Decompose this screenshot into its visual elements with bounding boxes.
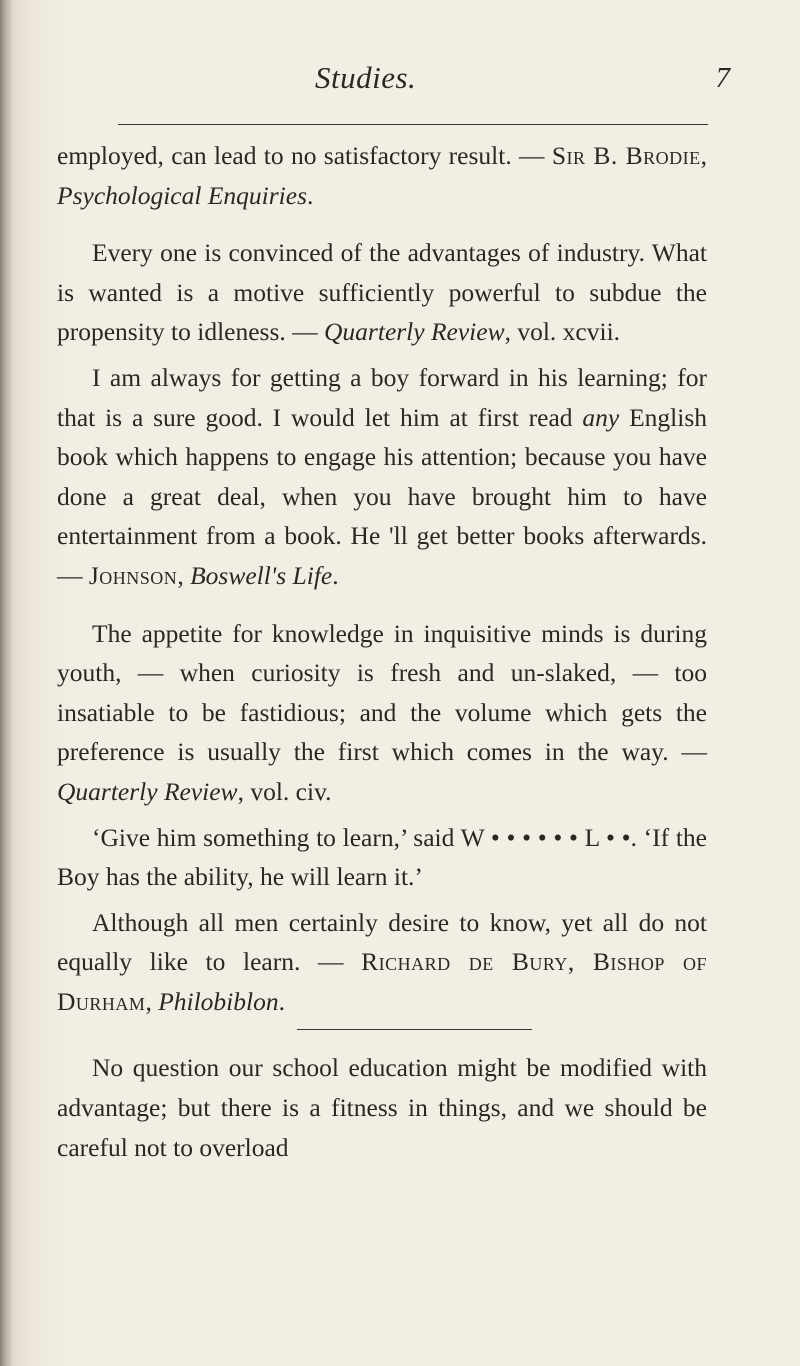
quote-emphasis: any bbox=[582, 402, 620, 432]
quote-give-him: ‘Give him something to learn,’ said W • • • • • • L • •. ‘If the Boy has the ability, he will learn it.’ bbox=[57, 822, 707, 892]
header-rule bbox=[118, 124, 708, 125]
quote-author: Sir B. Brodie bbox=[551, 141, 701, 170]
quote-author: Richard de Bury, Bishop of Durham bbox=[57, 947, 707, 1016]
quote-author: Johnson bbox=[88, 560, 178, 590]
quote-source: Psychological Enquiries bbox=[57, 180, 307, 210]
page-header bbox=[140, 60, 730, 104]
running-title: Studies. bbox=[315, 60, 417, 95]
section-divider bbox=[297, 1029, 532, 1030]
quote-industry: Every one is convinced of the advantages of industry. What is wanted is a motive sufficiently powerful to subdue the propensity to idleness. — Quarterly Review, vol. xcvii. bbox=[57, 238, 707, 347]
page-body bbox=[57, 136, 707, 1167]
quote-source: Philobiblon bbox=[158, 986, 279, 1016]
quote-source: Quarterly Review bbox=[324, 317, 505, 347]
quote-brodie: employed, can lead to no satisfactory result. — Sir B. Brodie, Psychological Enquiries. bbox=[57, 141, 707, 210]
quote-johnson: I am always for getting a boy forward in his learning; for that is a sure good. I would let him at first read any English book which happens to engage his attention; because you have done a great deal, when you have brought him to have entertainment from a book. He 'll get better books afterwards. — Johnson, Boswell's Life. bbox=[57, 362, 707, 590]
page-number: 7 bbox=[715, 62, 730, 94]
quote-source: Quarterly Review bbox=[57, 776, 238, 806]
quote-source: Boswell's Life bbox=[190, 560, 333, 590]
page-binding-edge bbox=[0, 0, 12, 1366]
quote-de-bury: Although all men certainly desire to know, yet all do not equally like to learn. — Richard de Bury, Bishop of Durham, Philobiblon. bbox=[57, 907, 707, 1016]
quote-school-education: No question our school education might be modified with advantage; but there is a fitness in things, and we should be careful not to overload bbox=[57, 1053, 707, 1162]
quote-appetite: The appetite for knowledge in inquisitive minds is during youth, — when curiosity is fresh and un-slaked, — too insatiable to be fastidious; and the volume which gets the preference is usually the first which comes in the way. — Quarterly Review, vol. civ. bbox=[57, 618, 707, 806]
